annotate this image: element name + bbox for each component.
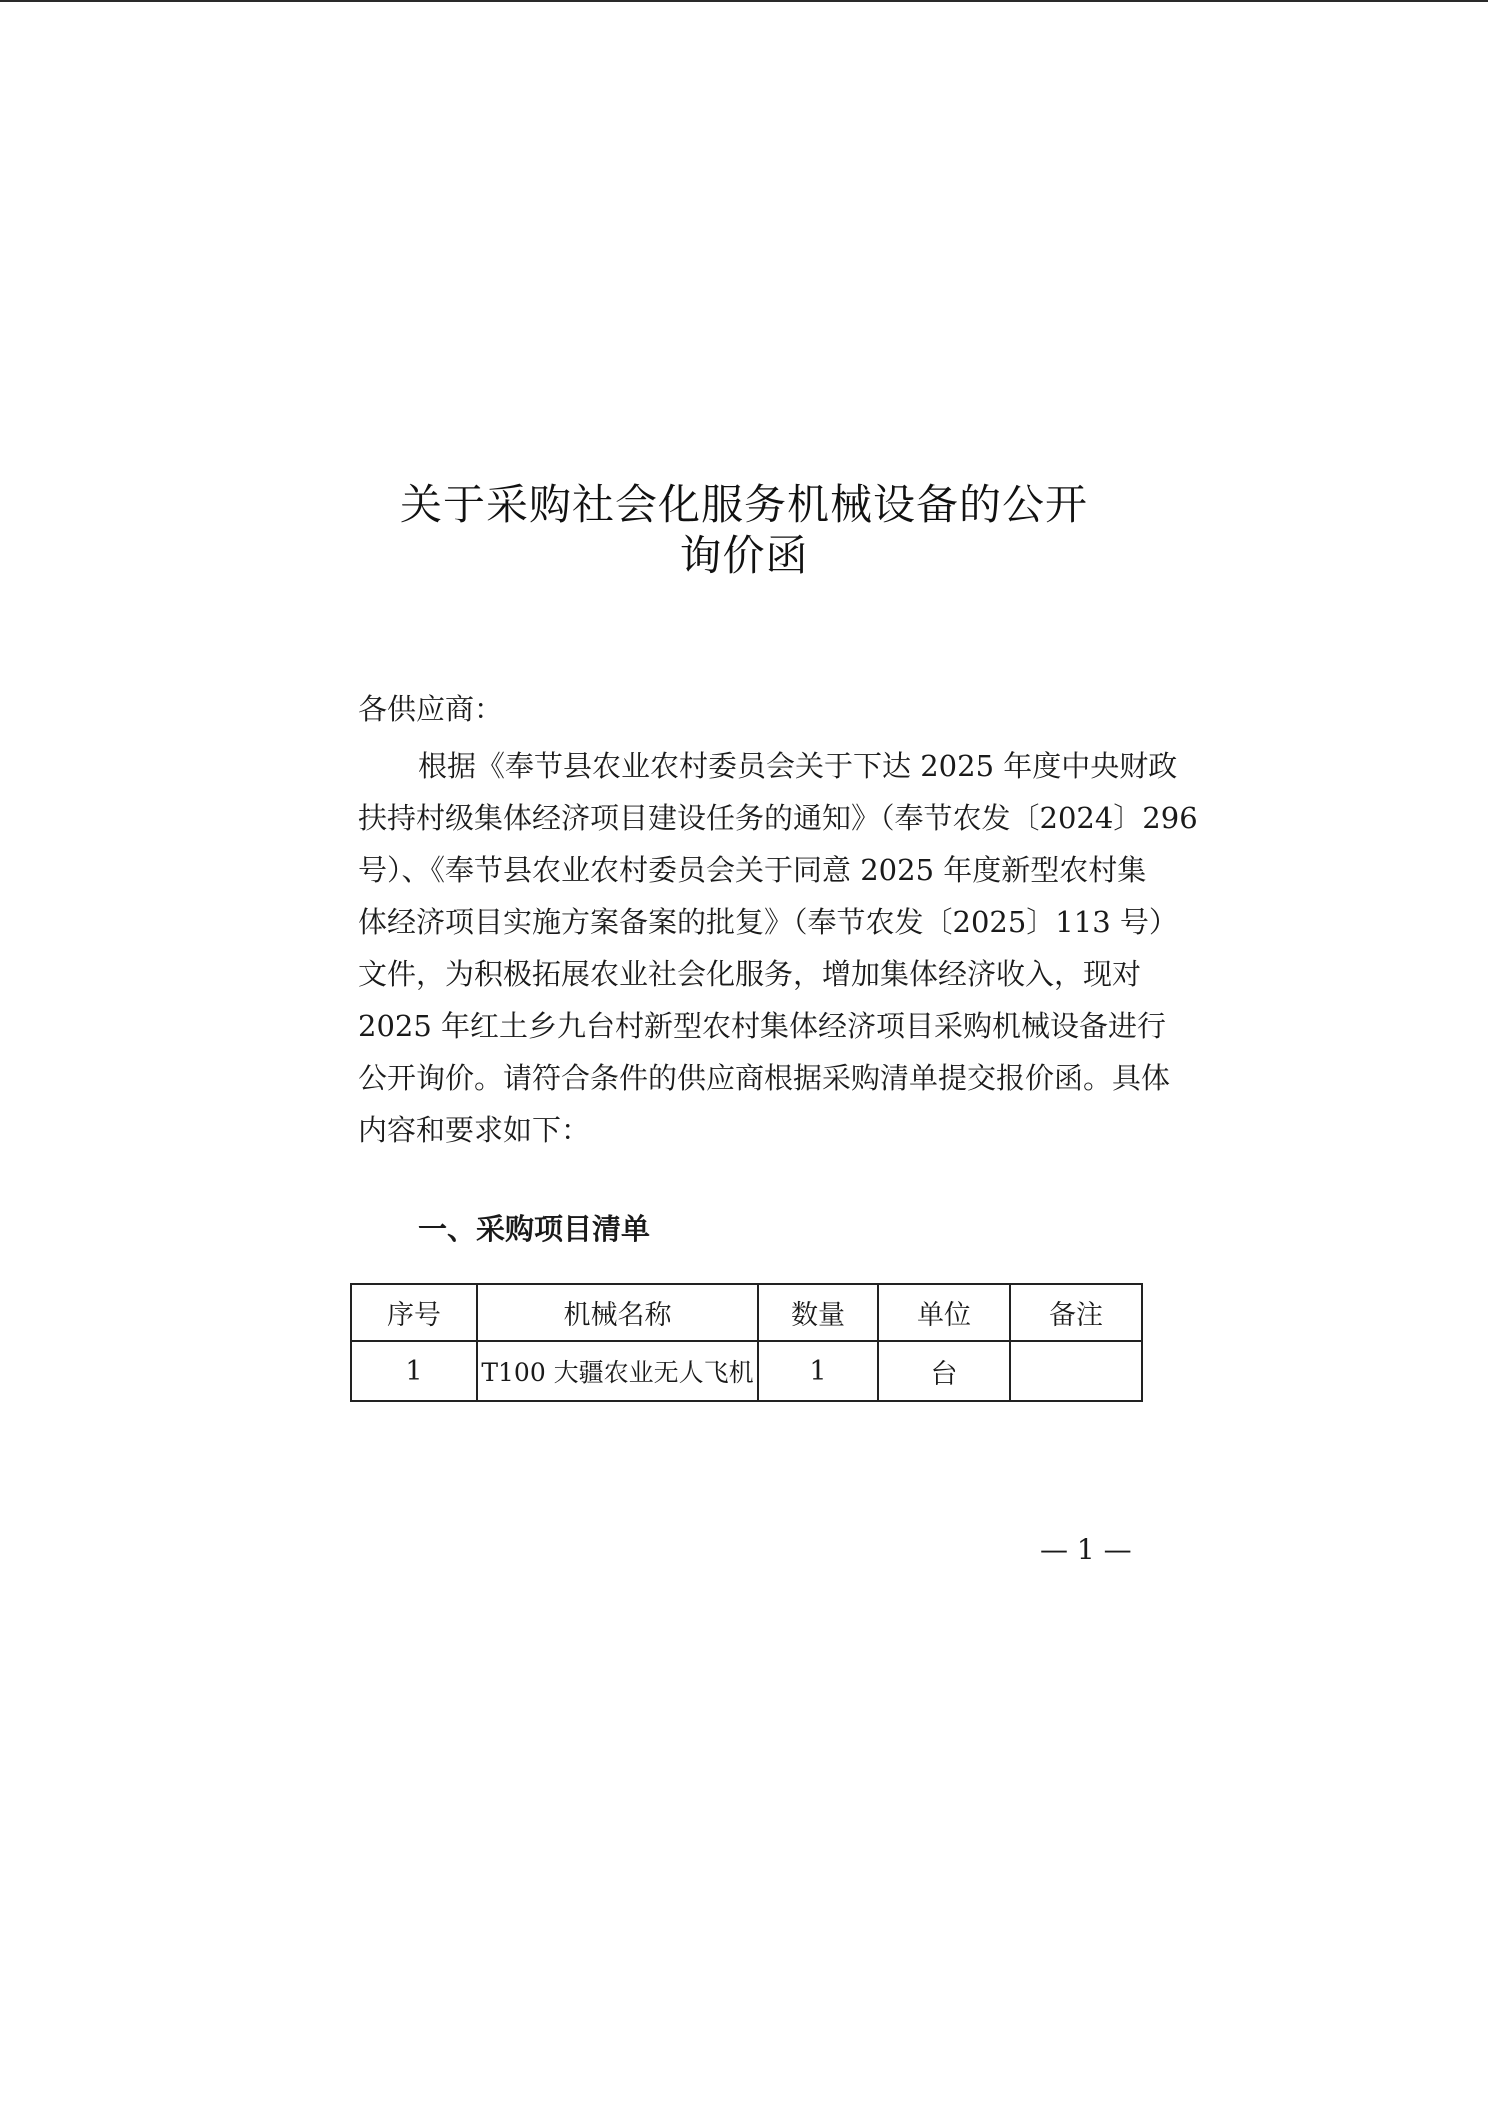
body-line-8: 内容和要求如下： xyxy=(358,1113,591,1147)
header-serial-number: 序号 xyxy=(351,1284,477,1341)
body-line-2: 扶持村级集体经济项目建设任务的通知》（奉节农发〔2024〕296 xyxy=(358,801,1198,835)
header-machine-name: 机械名称 xyxy=(477,1284,758,1341)
body-line-6: 2025 年红土乡九台村新型农村集体经济项目采购机械设备进行 xyxy=(358,1009,1167,1043)
body-line-5: 文件，为积极拓展农业社会化服务，增加集体经济收入，现对 xyxy=(358,957,1142,991)
cell-unit: 台 xyxy=(878,1341,1010,1401)
salutation: 各供应商： xyxy=(358,692,504,726)
header-remarks: 备注 xyxy=(1010,1284,1142,1341)
cell-machine-name: T100 大疆农业无人飞机 xyxy=(477,1341,758,1401)
section-heading-procurement-list: 一、采购项目清单 xyxy=(418,1212,651,1246)
table-header-row xyxy=(351,1284,1142,1341)
cell-quantity: 1 xyxy=(758,1341,878,1401)
document-title-line-2: 询价函 xyxy=(679,531,809,580)
table-row xyxy=(351,1341,1142,1401)
cell-remarks xyxy=(1010,1341,1142,1401)
procurement-table xyxy=(350,1283,1143,1402)
cell-serial-number: 1 xyxy=(351,1341,477,1401)
header-unit: 单位 xyxy=(878,1284,1010,1341)
page-top-border xyxy=(0,0,1488,2)
body-line-7: 公开询价。请符合条件的供应商根据采购清单提交报价函。具体 xyxy=(358,1061,1171,1095)
body-line-3: 号）、《奉节县农业农村委员会关于同意 2025 年度新型农村集 xyxy=(358,853,1147,887)
page-number: — 1 — xyxy=(1040,1533,1132,1566)
body-line-4: 体经济项目实施方案备案的批复》（奉节农发〔2025〕113 号） xyxy=(358,905,1178,939)
body-line-1: 根据《奉节县农业农村委员会关于下达 2025 年度中央财政 xyxy=(418,749,1178,783)
document-title-line-1: 关于采购社会化服务机械设备的公开 xyxy=(399,480,1088,529)
header-quantity: 数量 xyxy=(758,1284,878,1341)
